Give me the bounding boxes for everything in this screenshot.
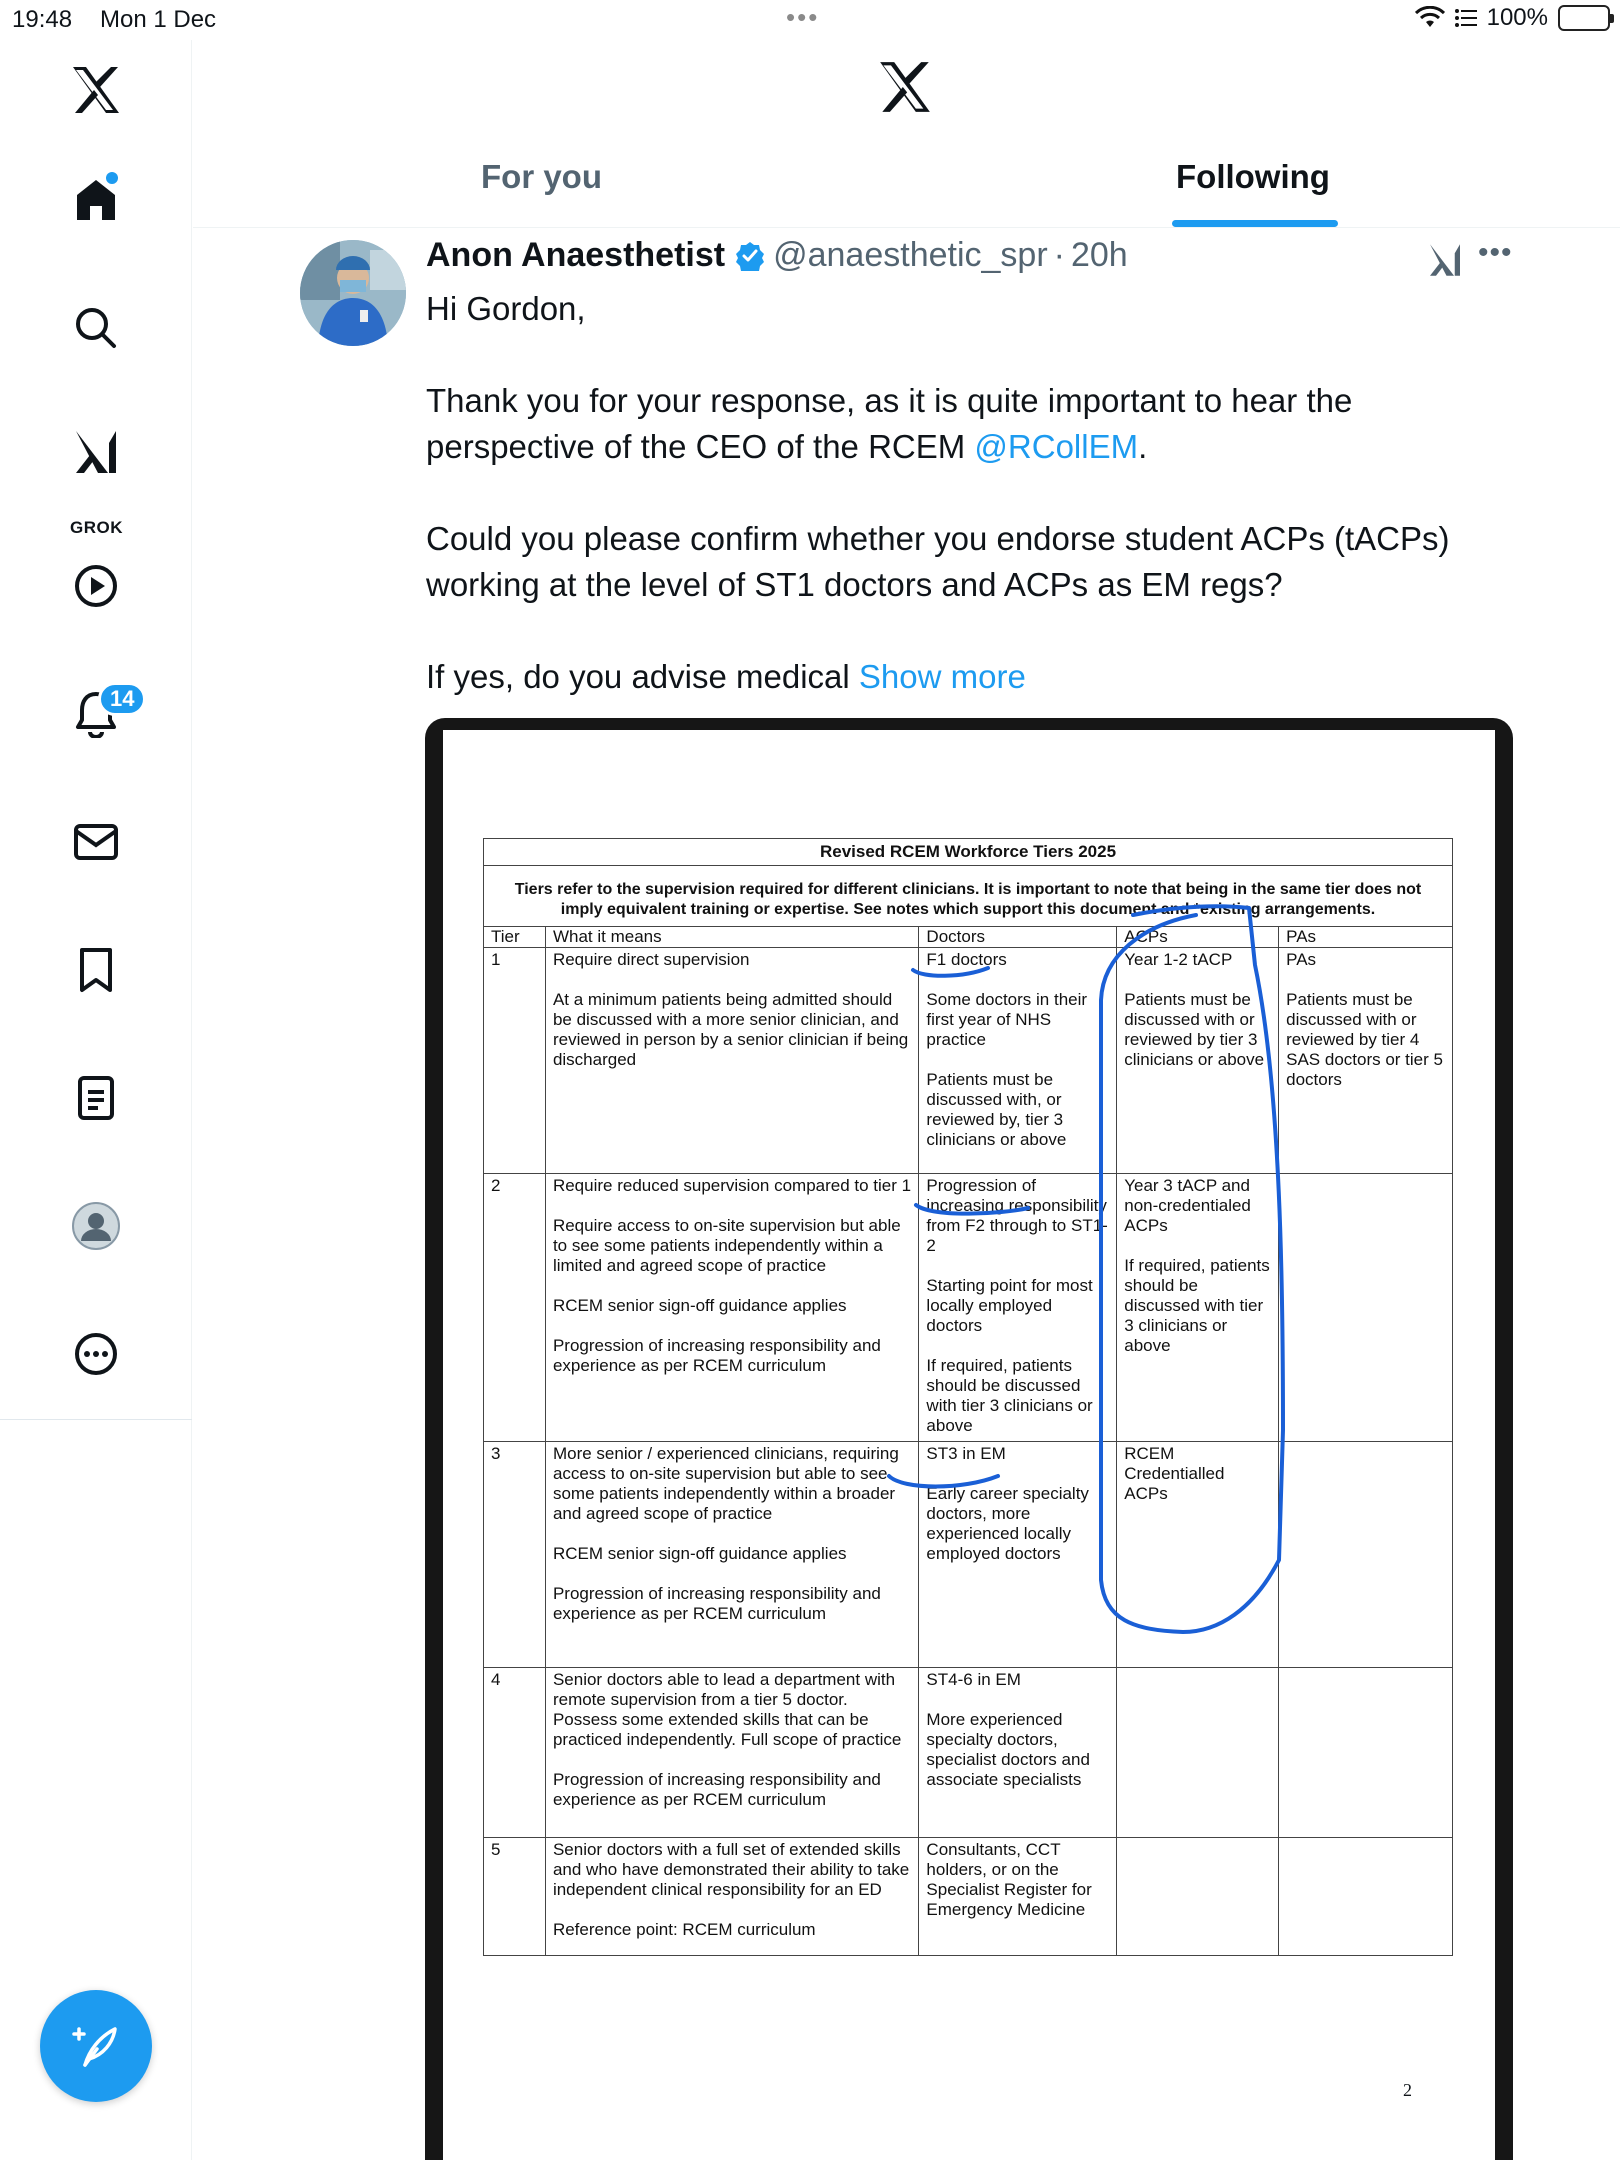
sidebar bbox=[0, 40, 192, 2160]
cell-paragraph: Progression of increasing responsibility and experience as per RCEM curriculum bbox=[552, 1770, 881, 1809]
cell-paragraph: Progression of increasing responsibility and experience as per RCEM curriculum bbox=[552, 1584, 881, 1623]
cell-acps bbox=[1117, 1668, 1279, 1838]
battery-percent: 100% bbox=[1486, 4, 1548, 31]
tweet-media-image[interactable] bbox=[425, 718, 1513, 2160]
cell-tier: 5 bbox=[484, 1838, 546, 1956]
table-row bbox=[484, 1668, 1453, 1838]
status-right bbox=[1415, 4, 1610, 32]
cell-tier: 4 bbox=[484, 1668, 546, 1838]
cell-what-it-means bbox=[545, 1668, 918, 1838]
list-status-icon bbox=[1455, 8, 1477, 28]
cell-acps bbox=[1117, 1838, 1279, 1956]
tweet-time[interactable]: 20h bbox=[1070, 236, 1128, 274]
battery-icon bbox=[1558, 5, 1610, 31]
x-logo-icon[interactable] bbox=[66, 60, 126, 120]
table-row bbox=[484, 1174, 1453, 1442]
tweet-paragraph-1-text: Thank you for your response, as it is quite important to hear the perspective of the CEO of the RCEM bbox=[426, 382, 1353, 465]
header-cell: PAs bbox=[1279, 927, 1453, 948]
cell-doctors bbox=[919, 1174, 1117, 1442]
table-header-row bbox=[484, 927, 1453, 948]
cell-paragraph: RCEM senior sign-off guidance applies bbox=[552, 1296, 847, 1315]
header-cell: Doctors bbox=[919, 927, 1117, 948]
status-bar bbox=[0, 0, 1620, 40]
show-more-link[interactable]: Show more bbox=[858, 658, 1026, 695]
cell-paragraph: Require reduced supervision compared to tier 1 bbox=[552, 1176, 912, 1195]
cell-paragraph: Reference point: RCEM curriculum bbox=[552, 1920, 816, 1939]
home-unread-dot bbox=[106, 172, 118, 184]
mention-link[interactable]: @RCollEM bbox=[974, 428, 1139, 465]
cell-pas bbox=[1279, 1668, 1453, 1838]
multitask-dots-icon[interactable]: ••• bbox=[786, 2, 820, 32]
cell-paragraph: Early career specialty doctors, more experienced locally employed doctors bbox=[926, 1484, 1089, 1563]
tab-for-you[interactable]: For you bbox=[481, 158, 602, 195]
tweet-paragraph-1-end: . bbox=[1138, 428, 1148, 465]
grok-icon[interactable] bbox=[66, 422, 126, 482]
active-tab-indicator bbox=[1172, 220, 1338, 227]
cell-what-it-means bbox=[545, 948, 918, 1174]
cell-pas bbox=[1279, 1838, 1453, 1956]
workforce-tiers-table bbox=[483, 838, 1453, 1956]
document-page bbox=[443, 730, 1495, 2160]
cell-what-it-means bbox=[545, 1442, 918, 1668]
cell-paragraph: Consultants, CCT holders, or on the Specialist Register for Emergency Medicine bbox=[926, 1840, 1092, 1919]
tweet-header bbox=[426, 236, 1128, 275]
cell-paragraph: Some doctors in their first year of NHS practice bbox=[926, 990, 1088, 1049]
cell-paragraph: ST3 in EM bbox=[926, 1444, 1006, 1463]
tweet-text bbox=[426, 286, 1526, 746]
list-icon[interactable] bbox=[66, 1068, 126, 1128]
bookmark-icon[interactable] bbox=[66, 940, 126, 1000]
cell-doctors bbox=[919, 1442, 1117, 1668]
cell-paragraph: Patients must be discussed with, or reviewed by, tier 3 clinicians or above bbox=[926, 1070, 1067, 1149]
tweet-paragraph-2: Could you please confirm whether you endorse student ACPs (tACPs) working at the level of ST1 doctors and ACPs as EM regs? bbox=[426, 520, 1450, 603]
search-icon[interactable] bbox=[66, 298, 126, 358]
cell-paragraph: Year 3 tACP and non-credentialed ACPs bbox=[1124, 1176, 1251, 1235]
more-icon[interactable] bbox=[66, 1324, 126, 1384]
cell-what-it-means bbox=[545, 1838, 918, 1956]
compose-button[interactable] bbox=[40, 1990, 152, 2102]
tweet-paragraph-3 bbox=[426, 654, 1526, 700]
cell-paragraph: Senior doctors with a full set of extended skills and who have demonstrated their ability to take independent clinical responsibility for an ED bbox=[552, 1840, 910, 1899]
tweet-paragraph-1 bbox=[426, 378, 1526, 470]
cell-paragraph: ST4-6 in EM bbox=[926, 1670, 1021, 1689]
table-row bbox=[484, 1442, 1453, 1668]
author-handle[interactable]: @anaesthetic_spr bbox=[773, 236, 1048, 274]
header-cell: Tier bbox=[484, 927, 546, 948]
notifications-badge: 14 bbox=[98, 682, 146, 716]
cell-paragraph: Progression of increasing responsibility and experience as per RCEM curriculum bbox=[552, 1336, 881, 1375]
cell-pas bbox=[1279, 1174, 1453, 1442]
author-avatar[interactable] bbox=[300, 240, 406, 346]
cell-doctors bbox=[919, 948, 1117, 1174]
document-intro: Tiers refer to the supervision required for different clinicians. It is important to note that being in the same tier does not imply equivalent training or expertise. See notes which support this document and *existing arrangements. bbox=[484, 866, 1453, 927]
cell-paragraph: RCEM Credentialled ACPs bbox=[1124, 1444, 1225, 1503]
document-title: Revised RCEM Workforce Tiers 2025 bbox=[484, 839, 1453, 866]
cell-acps bbox=[1117, 1442, 1279, 1668]
grok-explain-icon[interactable] bbox=[1427, 242, 1463, 283]
header-cell: What it means bbox=[545, 927, 918, 948]
tweet-paragraph-3-text: If yes, do you advise medical bbox=[426, 658, 850, 695]
profile-icon[interactable] bbox=[66, 1196, 126, 1256]
cell-doctors bbox=[919, 1668, 1117, 1838]
cell-acps bbox=[1117, 948, 1279, 1174]
cell-paragraph: Require access to on-site supervision but able to see some patients independently within a limited and agreed scope of practice bbox=[552, 1216, 901, 1275]
cell-paragraph: PAs bbox=[1286, 950, 1317, 969]
tweet-more-icon[interactable]: ••• bbox=[1478, 236, 1513, 269]
cell-acps bbox=[1117, 1174, 1279, 1442]
grok-label: GROK bbox=[70, 518, 123, 537]
tab-following[interactable]: Following bbox=[1176, 158, 1330, 195]
cell-paragraph: RCEM senior sign-off guidance applies bbox=[552, 1544, 847, 1563]
play-icon[interactable] bbox=[66, 556, 126, 616]
author-name[interactable]: Anon Anaesthetist bbox=[426, 236, 726, 274]
cell-paragraph: At a minimum patients being admitted should be discussed with a more senior clinician, and reviewed in person by a senior clinician if being discharged bbox=[552, 990, 909, 1069]
cell-paragraph: If required, patients should be discussed with tier 3 clinicians or above bbox=[1124, 1256, 1270, 1355]
cell-paragraph: Year 1-2 tACP bbox=[1124, 950, 1233, 969]
cell-paragraph: Senior doctors able to lead a department with remote supervision from a tier 5 doctor. Possess some extended skills that can be practiced independently. Full scope of practice bbox=[552, 1670, 902, 1749]
cell-paragraph: More senior / experienced clinicians, requiring access to on-site supervision but able to see some patients independently within a broader and agreed scope of practice bbox=[552, 1444, 899, 1523]
tweet-greeting: Hi Gordon, bbox=[426, 290, 586, 327]
cell-tier: 1 bbox=[484, 948, 546, 1174]
table-row bbox=[484, 948, 1453, 1174]
sidebar-divider bbox=[0, 1419, 192, 1420]
status-time: 19:48 bbox=[12, 6, 73, 33]
cell-tier: 3 bbox=[484, 1442, 546, 1668]
cell-paragraph: If required, patients should be discussed with tier 3 clinicians or above bbox=[926, 1356, 1093, 1435]
status-date: Mon 1 Dec bbox=[100, 6, 217, 33]
cell-pas bbox=[1279, 1442, 1453, 1668]
x-header-logo-icon bbox=[878, 62, 932, 117]
cell-pas bbox=[1279, 948, 1453, 1174]
verified-badge-icon bbox=[735, 241, 765, 271]
cell-paragraph: More experienced specialty doctors, specialist doctors and associate specialists bbox=[926, 1710, 1090, 1789]
cell-paragraph: Patients must be discussed with or reviewed by tier 3 clinicians or above bbox=[1124, 990, 1265, 1069]
cell-paragraph: F1 doctors bbox=[926, 950, 1007, 969]
cell-doctors bbox=[919, 1838, 1117, 1956]
cell-tier: 2 bbox=[484, 1174, 546, 1442]
compose-icon bbox=[71, 2021, 121, 2071]
mail-icon[interactable] bbox=[66, 812, 126, 872]
cell-paragraph: Patients must be discussed with or reviewed by tier 4 SAS doctors or tier 5 doctors bbox=[1286, 990, 1443, 1089]
table-row bbox=[484, 1838, 1453, 1956]
cell-paragraph: Starting point for most locally employed doctors bbox=[926, 1276, 1093, 1335]
header-cell: ACPs bbox=[1117, 927, 1279, 948]
cell-what-it-means bbox=[545, 1174, 918, 1442]
page-number: 2 bbox=[1403, 2080, 1412, 2100]
header-separator: · bbox=[1053, 236, 1065, 274]
cell-paragraph: Require direct supervision bbox=[552, 950, 750, 969]
cell-paragraph: Progression of increasing responsibility from F2 through to ST1-2 bbox=[926, 1176, 1108, 1255]
timeline-header bbox=[193, 40, 1620, 228]
wifi-icon bbox=[1415, 6, 1445, 30]
